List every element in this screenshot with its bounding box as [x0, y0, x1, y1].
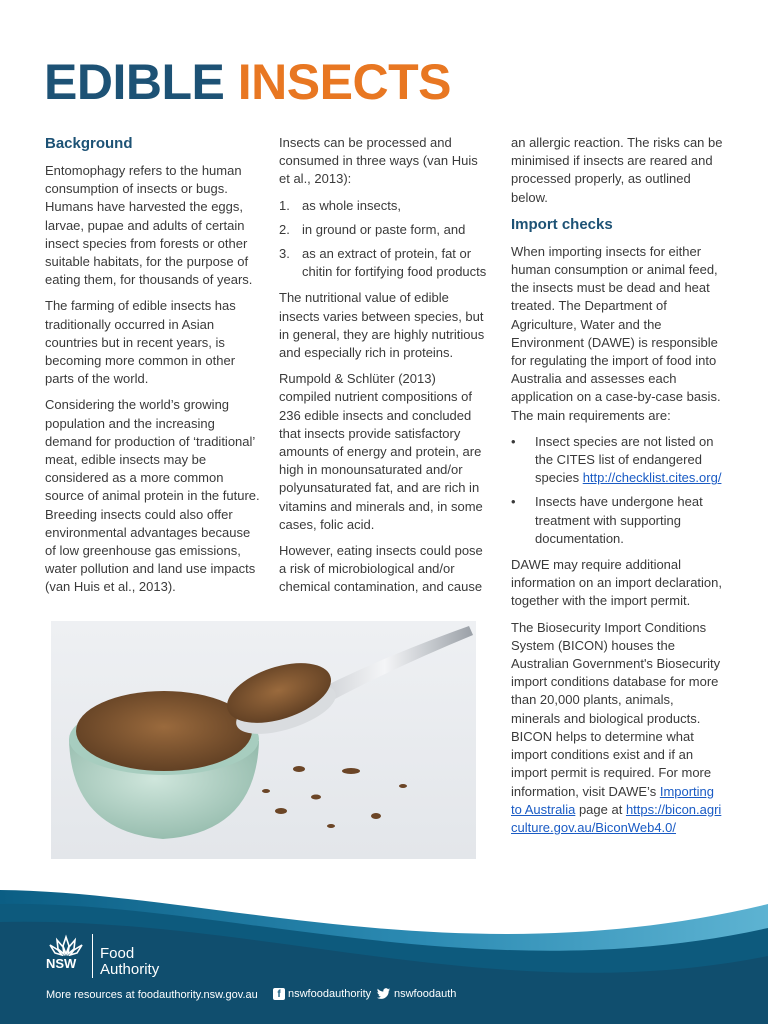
twitter-link[interactable] [376, 988, 456, 1000]
org-name-line: Authority [100, 961, 160, 978]
list-number: 1. [279, 197, 290, 213]
cites-link[interactable]: http://checklist.cites.org/ [582, 470, 722, 486]
list-item [511, 433, 726, 488]
title-part-edible: EDIBLE [44, 54, 225, 110]
insects-photo [51, 621, 476, 859]
list-item-text: Insect species are not listed on the CITES list of endangered species [535, 433, 714, 486]
scattered-crumbs [262, 766, 407, 828]
processing-ways-list [279, 197, 489, 282]
insects-illustration [51, 621, 476, 859]
list-item [511, 493, 726, 548]
column-import-checks [511, 134, 726, 845]
list-item-text: in ground or paste form, and [302, 221, 466, 237]
resources-text: More resources at foodauthority.nsw.gov.au [46, 989, 258, 1001]
org-name [100, 946, 159, 978]
bowl-insect-pile [76, 691, 252, 771]
section-heading-background: Background [45, 135, 133, 152]
page-title [44, 52, 451, 112]
list-item-text: Insects have undergone heat treatment with supporting documentation. [535, 494, 703, 546]
facebook-link[interactable] [273, 988, 371, 1000]
paragraph: Entomophagy refers to the human consumption of insects or bugs. Humans have harvested the eggs, larvae, pupae and adults of certain insect species from forests or other suitable habitats, for the purpose of eating them, for thousands of years. [45, 163, 253, 288]
requirements-list [511, 433, 726, 548]
title-part-insects: INSECTS [237, 54, 451, 110]
paragraph-text: page at [575, 801, 626, 817]
list-item [279, 245, 489, 281]
twitter-handle: nswfoodauth [394, 988, 457, 1000]
bicon-link[interactable]: https://bicon.agriculture.gov.au/BiconWeb4.0/ [511, 801, 722, 835]
facebook-handle: nswfoodauthority [288, 988, 372, 1000]
paragraph: The farming of edible insects has traditionally occurred in Asian countries but in recent years, is becoming more common in other parts of the world. [45, 298, 236, 387]
paragraph-bicon [511, 619, 726, 837]
list-item [279, 197, 489, 215]
facebook-icon: f [273, 988, 285, 1000]
importing-to-australia-link[interactable]: Importing to Australia [511, 783, 715, 817]
bullet: • [511, 494, 516, 510]
paragraph-text: The Biosecurity Import Conditions System (BICON) houses the Australian Government's Biosecurity import conditions database for more than 20,000 plants, animals, minerals and biological products. BICON helps to determine what import conditions exist and if an import permit is required. For more information, visit DAWE’s [511, 619, 721, 799]
paragraph: Insects can be processed and consumed in three ways (van Huis et al., 2013): [279, 135, 478, 187]
section-heading-import-checks: Import checks [511, 215, 613, 233]
paragraph: The nutritional value of edible insects varies between species, but in general, they are highly nutritious and especially rich in proteins. [279, 290, 485, 361]
column-processing [279, 134, 489, 605]
org-name-line: Food [100, 945, 135, 962]
nsw-wordmark: NSW [46, 956, 77, 971]
list-item-text: as whole insects, [302, 197, 401, 213]
list-item-text: as an extract of protein, fat or chitin for fortifying food products [302, 246, 487, 280]
column-background [45, 134, 263, 605]
paragraph: Considering the world’s growing population and the increasing demand for production of ‘traditional’ meat, edible insects may be considered as a more common source of animal protein in the future. Breeding insects could also offer environmental advantages because of low greenhouse gas emissions, water pollution and land use impacts (van Huis et al., 2013). [45, 397, 260, 595]
logo-divider [92, 934, 93, 978]
bullet: • [511, 433, 516, 449]
list-number: 2. [279, 221, 290, 237]
paragraph: Rumpold & Schlüter (2013) compiled nutrient compositions of 236 edible insects and concluded that insects provide satisfactory amounts of energy and protein, are high in monounsaturated and/or polyunsaturated fat, and are rich in vitamins and minerals and, in some cases, folic acid. [279, 371, 483, 532]
paragraph: However, eating insects could pose a risk of microbiological and/or chemical contamination, and cause [279, 543, 483, 595]
paragraph: an allergic reaction. The risks can be minimised if insects are reared and processed properly, as outlined below. [511, 135, 723, 205]
list-item [279, 221, 489, 239]
twitter-icon [376, 988, 391, 1000]
paragraph: DAWE may require additional information on an import declaration, together with the import permit. [511, 557, 723, 609]
list-number: 3. [279, 246, 290, 262]
waratah-icon [46, 934, 86, 956]
paragraph: When importing insects for either human consumption or animal feed, the insects must be dead and heat treated. The Department of Agriculture, Water and the Environment (DAWE) is responsible for regulating the import of food into Australia and assesses each application on a case-by-case basis. The main requirements are: [511, 243, 721, 423]
